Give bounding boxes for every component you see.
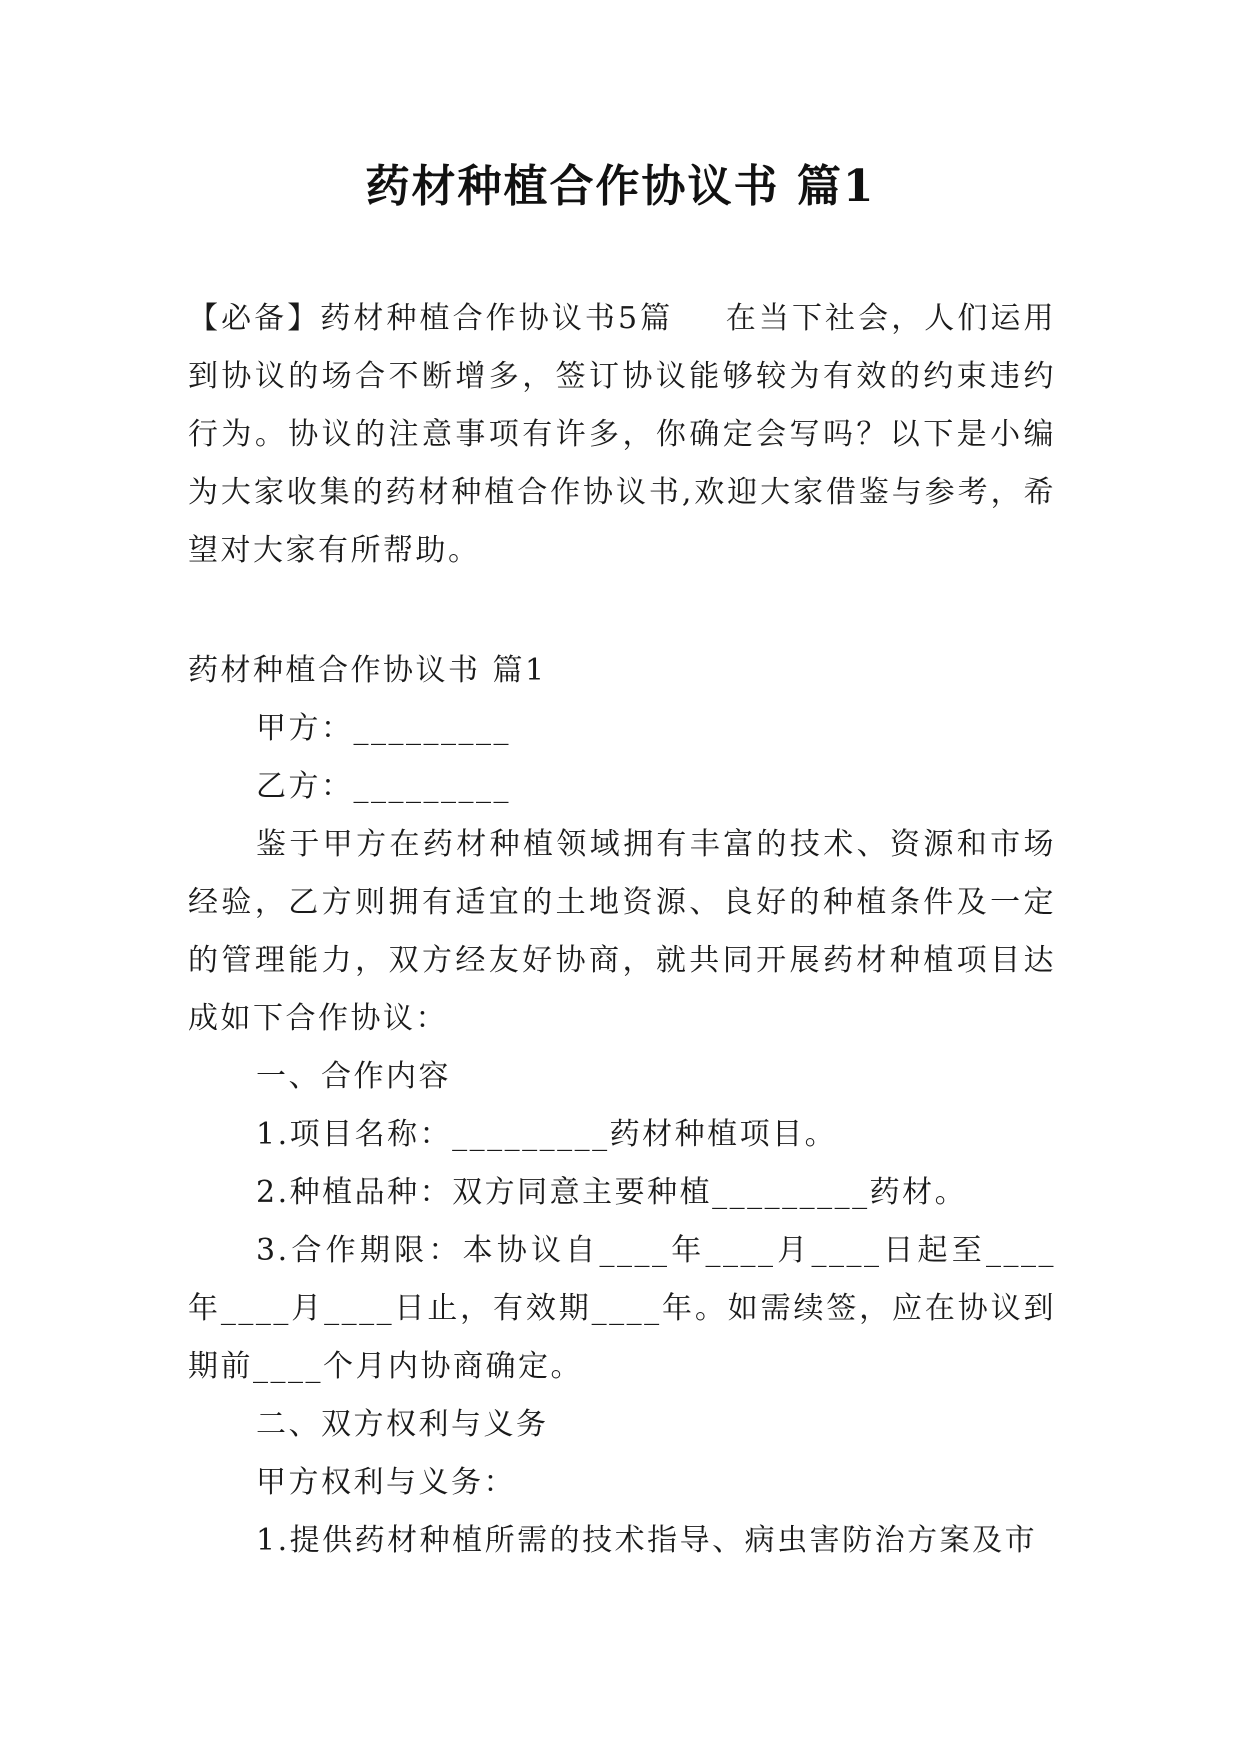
clause-item-project-name: 1.项目名称：_________药材种植项目。 (256, 1117, 838, 1152)
clause-item-variety: 2.种植品种：双方同意主要种植_________药材。 (256, 1175, 968, 1210)
paragraph-gap (188, 580, 1056, 642)
clause-heading-cooperation: 一、合作内容 (256, 1059, 451, 1094)
document-body (188, 290, 1056, 1570)
party-a-line: 甲方：_________ (256, 711, 511, 746)
section-heading: 药材种植合作协议书 篇1 (188, 653, 547, 688)
intro-paragraph (188, 290, 1056, 580)
document-title: 药材种植合作协议书 篇1 (365, 161, 876, 212)
clause-heading-rights: 二、双方权利与义务 (256, 1407, 549, 1442)
intro-lead: 【必备】药材种植合作协议书5篇 (188, 301, 674, 336)
intro-text: 在当下社会，人们运用到协议的场合不断增多，签订协议能够较为有效的约束违约行为。协议的注意事项有许多，你确定会写吗？以下是小编为大家收集的药材种植合作协议书,欢迎大家借鉴与参考，希望对大家有所帮助。 (188, 301, 1056, 568)
party-b-line: 乙方：_________ (256, 769, 511, 804)
preamble-paragraph: 鉴于甲方在药材种植领域拥有丰富的技术、资源和市场经验，乙方则拥有适宜的土地资源、良好的种植条件及一定的管理能力，双方经友好协商，就共同开展药材种植项目达成如下合作协议： (188, 827, 1056, 1036)
duty-item-1: 1.提供药材种植所需的技术指导、病虫害防治方案及市 (256, 1523, 1038, 1558)
party-a-duties-heading: 甲方权利与义务： (256, 1465, 516, 1500)
clause-item-term: 3.合作期限：本协议自____年____月____日起至____年____月____日止，有效期____年。如需续签，应在协议到期前____个月内协商确定。 (188, 1233, 1056, 1384)
